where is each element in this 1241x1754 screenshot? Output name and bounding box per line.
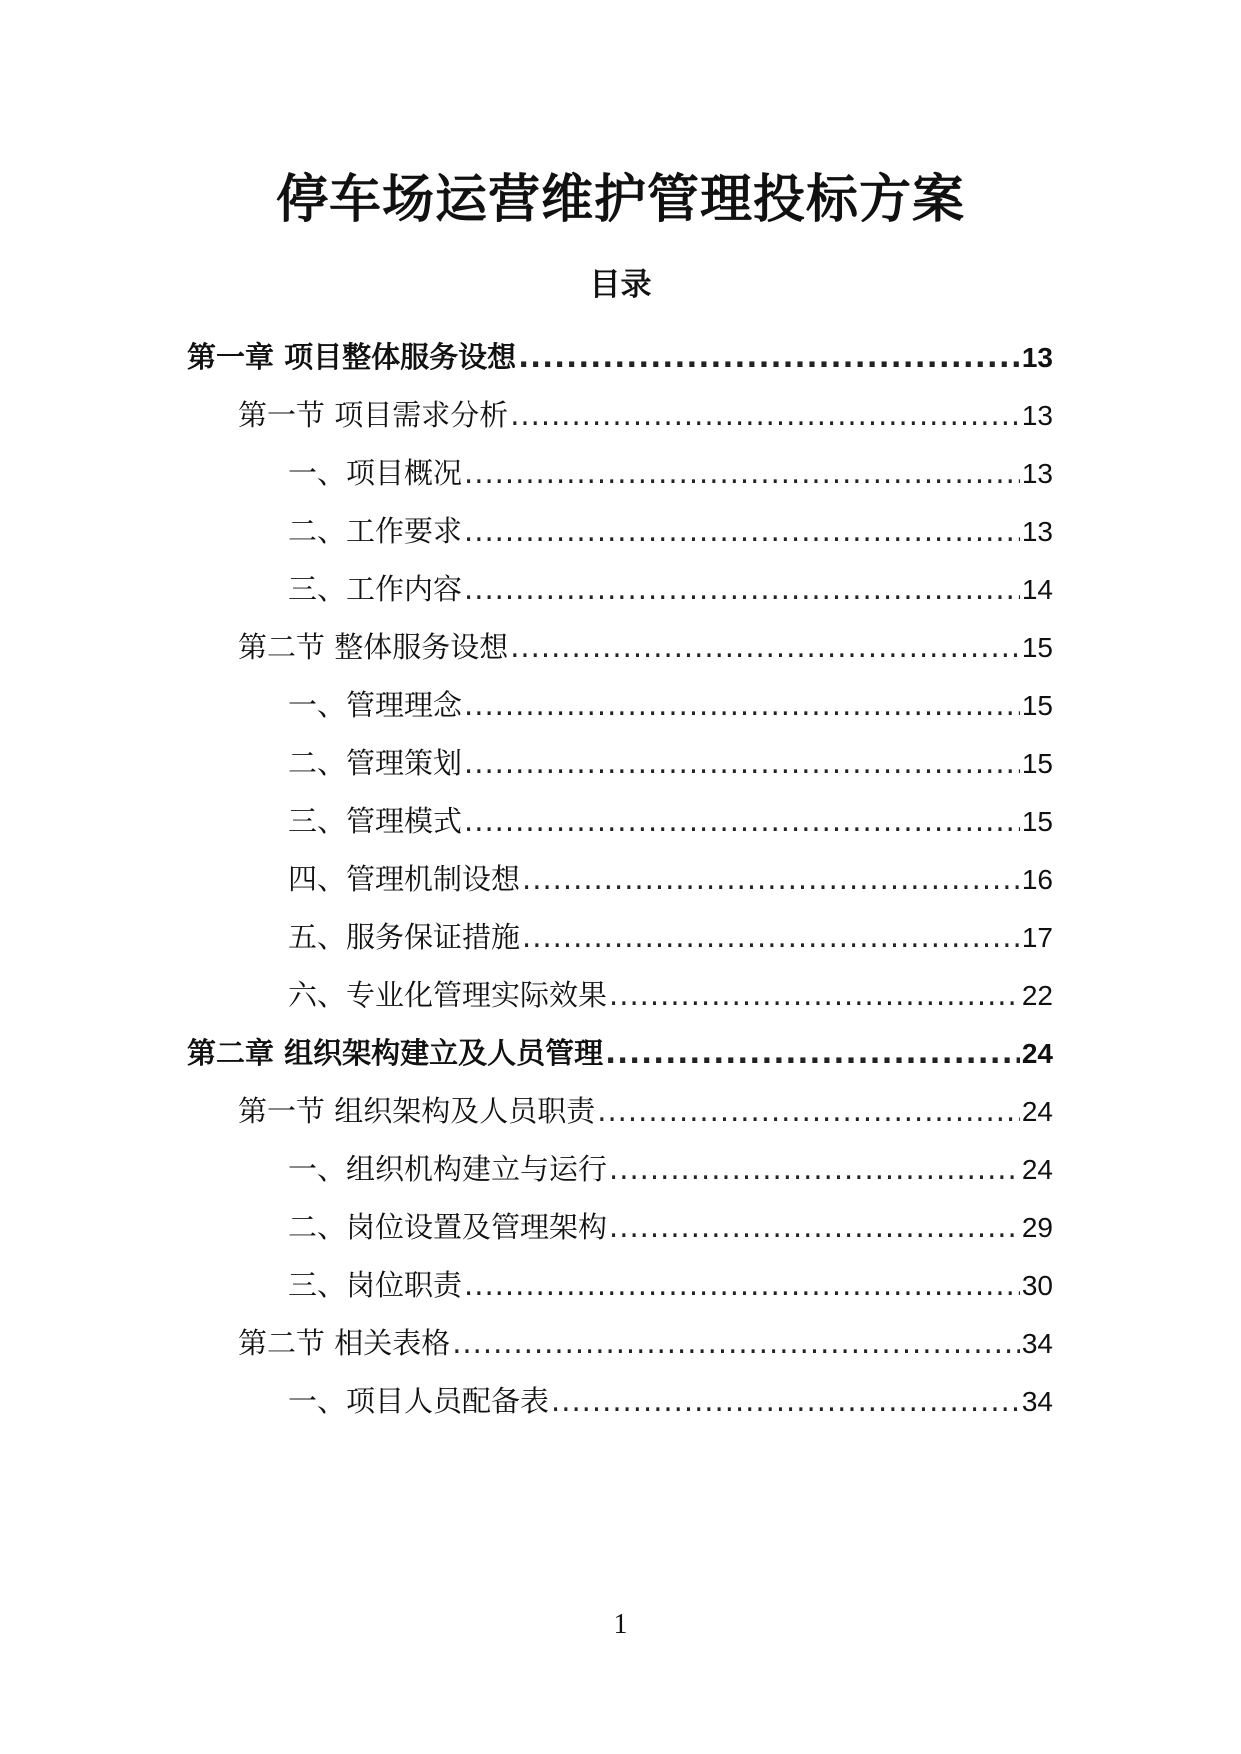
page-number: 1 <box>613 1609 628 1640</box>
toc-entry-page: 16 <box>1021 864 1053 895</box>
toc-entry-text: 三、管理模式 <box>288 804 463 838</box>
dot-leader <box>464 683 1020 727</box>
toc-entry-page: 29 <box>1021 1212 1053 1243</box>
toc-entry-text: 五、服务保证措施 <box>288 920 521 954</box>
toc-entry-section[interactable] <box>238 625 1053 669</box>
toc-entry-section[interactable] <box>238 1321 1053 1365</box>
toc-entry-text: 一、项目概况 <box>288 456 463 490</box>
toc-entry-text: 二、工作要求 <box>288 514 463 548</box>
toc-entry-page: 22 <box>1021 980 1053 1011</box>
toc-entry-item[interactable] <box>288 1147 1053 1191</box>
toc-entry-section[interactable] <box>238 1089 1053 1133</box>
toc-entry-page: 15 <box>1021 806 1053 837</box>
toc-entry-item[interactable] <box>288 1379 1053 1423</box>
dot-leader <box>510 625 1020 669</box>
toc-entry-text: 四、管理机制设想 <box>288 862 521 896</box>
toc-entry-page: 24 <box>1021 1038 1053 1069</box>
toc-entry-text: 六、专业化管理实际效果 <box>288 978 608 1012</box>
toc-entry-page: 17 <box>1021 922 1053 953</box>
toc-entry-item[interactable] <box>288 915 1053 959</box>
toc-entry-text: 第一章 项目整体服务设想 <box>187 340 517 374</box>
toc-entry-text: 一、项目人员配备表 <box>288 1384 550 1418</box>
toc-entry-chapter-2[interactable] <box>187 1031 1053 1075</box>
toc-entry-page: 30 <box>1021 1270 1053 1301</box>
toc-entry-item[interactable] <box>288 1205 1053 1249</box>
toc-entry-text: 一、管理理念 <box>288 688 463 722</box>
toc-entry-text: 二、岗位设置及管理架构 <box>288 1210 608 1244</box>
toc-entry-page: 13 <box>1021 342 1053 373</box>
toc-entry-page: 15 <box>1021 690 1053 721</box>
dot-leader <box>551 1379 1020 1423</box>
document-title: 停车场运营维护管理投标方案 <box>275 170 965 230</box>
toc-entry-text: 三、岗位职责 <box>288 1268 463 1302</box>
dot-leader <box>597 1089 1020 1133</box>
toc-entry-item[interactable] <box>288 567 1053 611</box>
toc-entry-page: 24 <box>1021 1154 1053 1185</box>
toc-entry-text: 第一节 项目需求分析 <box>238 398 509 432</box>
dot-leader <box>518 335 1020 379</box>
toc-entry-item[interactable] <box>288 1263 1053 1307</box>
toc-heading: 目录 <box>589 267 652 303</box>
toc-entry-page: 24 <box>1021 1096 1053 1127</box>
toc-entry-text: 第二章 组织架构建立及人员管理 <box>187 1036 604 1070</box>
dot-leader <box>464 1263 1020 1307</box>
toc-entry-item[interactable] <box>288 451 1053 495</box>
dot-leader <box>464 741 1020 785</box>
toc-entry-page: 15 <box>1021 748 1053 779</box>
toc-entry-text: 一、组织机构建立与运行 <box>288 1152 608 1186</box>
toc-entry-text: 三、工作内容 <box>288 572 463 606</box>
toc-entry-text: 第一节 组织架构及人员职责 <box>238 1094 596 1128</box>
toc-entry-page: 34 <box>1021 1328 1053 1359</box>
toc-entry-text: 第二节 整体服务设想 <box>238 630 509 664</box>
toc-entry-item[interactable] <box>288 741 1053 785</box>
dot-leader <box>522 857 1020 901</box>
toc-entry-item[interactable] <box>288 857 1053 901</box>
toc-entry-page: 13 <box>1021 458 1053 489</box>
toc-entry-page: 13 <box>1021 516 1053 547</box>
toc-entry-page: 34 <box>1021 1386 1053 1417</box>
toc-entry-section[interactable] <box>238 393 1053 437</box>
toc-entry-item[interactable] <box>288 683 1053 727</box>
toc-entry-page: 13 <box>1021 400 1053 431</box>
dot-leader <box>464 509 1020 553</box>
toc-entry-text: 二、管理策划 <box>288 746 463 780</box>
dot-leader <box>522 915 1020 959</box>
dot-leader <box>510 393 1020 437</box>
toc-entry-page: 14 <box>1021 574 1053 605</box>
dot-leader <box>609 973 1020 1017</box>
toc-entry-text: 第二节 相关表格 <box>238 1326 451 1360</box>
dot-leader <box>609 1147 1020 1191</box>
dot-leader <box>464 799 1020 843</box>
toc-entry-chapter-1[interactable] <box>187 335 1053 379</box>
toc-entry-item[interactable] <box>288 973 1053 1017</box>
toc-entry-item[interactable] <box>288 799 1053 843</box>
dot-leader <box>609 1205 1020 1249</box>
toc-entry-page: 15 <box>1021 632 1053 663</box>
dot-leader <box>464 451 1020 495</box>
dot-leader <box>605 1031 1020 1075</box>
dot-leader <box>452 1321 1020 1365</box>
dot-leader <box>464 567 1020 611</box>
toc-entry-item[interactable] <box>288 509 1053 553</box>
